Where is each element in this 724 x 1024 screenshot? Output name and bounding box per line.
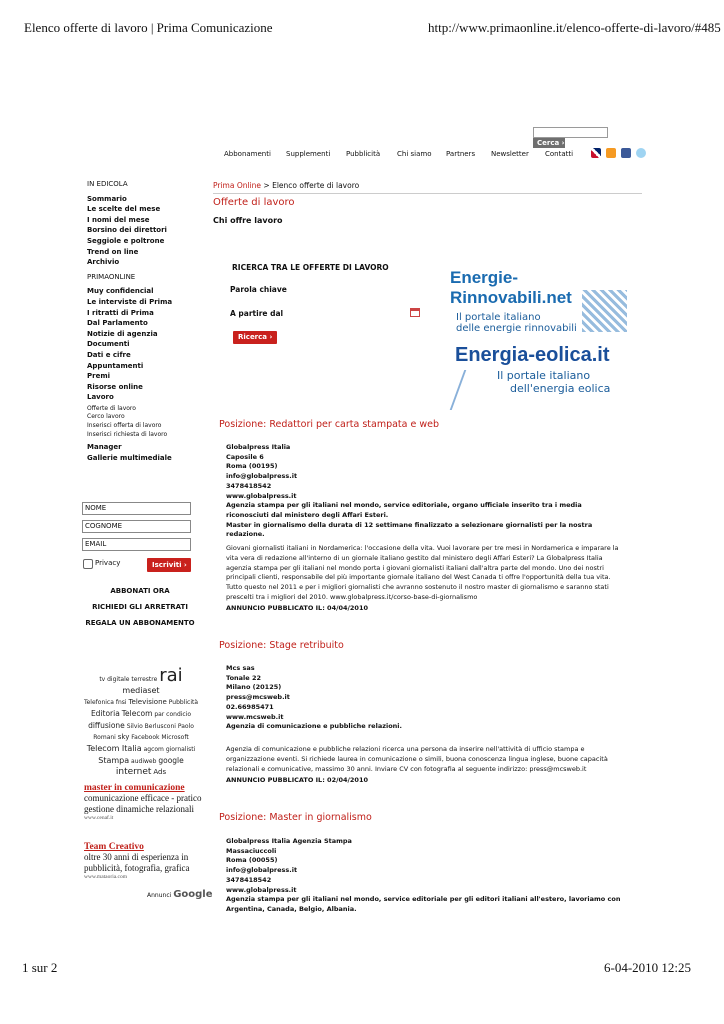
tag[interactable]: tv digitale terrestre: [99, 676, 158, 683]
google-ads-label[interactable]: [147, 889, 213, 900]
search-button[interactable]: Cerca ›: [533, 138, 565, 148]
tag[interactable]: Pubblicità: [168, 699, 199, 706]
sidebar-item-premi[interactable]: Premi: [87, 372, 111, 381]
tag[interactable]: Microsoft: [161, 734, 189, 741]
tag[interactable]: Ads: [153, 768, 167, 776]
job-details: [226, 443, 626, 540]
calendar-icon[interactable]: [410, 308, 420, 317]
twitter-icon[interactable]: [636, 148, 646, 158]
website[interactable]: www.globalpress.it: [226, 885, 297, 894]
ad-block-1: [84, 783, 202, 821]
nav-supplementi[interactable]: Supplementi: [286, 150, 331, 158]
company: Globalpress Italia Agenzia Stampa: [226, 837, 352, 845]
job-title: Posizione: Stage retribuito: [219, 640, 344, 651]
search-form-title: RICERCA TRA LE OFFERTE DI LAVORO: [232, 263, 389, 272]
ad-title[interactable]: master in comunicazione: [84, 783, 185, 793]
page-number: 1 sur 2: [22, 960, 58, 975]
tag[interactable]: diffusione: [88, 721, 125, 730]
sidebar-nav: [87, 179, 202, 463]
banner-line: Il portale italiano: [456, 312, 541, 323]
regala-link[interactable]: REGALA UN ABBONAMENTO: [85, 619, 195, 627]
phone: 3478418542: [226, 481, 272, 490]
ad-url[interactable]: www.cenaf.it: [84, 815, 114, 821]
privacy-label: Privacy: [95, 559, 121, 567]
wind-turbine-icon: [450, 370, 495, 410]
sidebar-item-risorse[interactable]: Risorse online: [87, 382, 143, 391]
tag[interactable]: rai: [159, 665, 183, 686]
tag[interactable]: mediaset: [122, 686, 160, 695]
subheading: Chi offre lavoro: [213, 216, 283, 225]
search-input[interactable]: [533, 127, 608, 138]
company: Globalpress Italia: [226, 443, 291, 451]
banner-line: delle energie rinnovabili: [456, 323, 577, 334]
nav-chi-siamo[interactable]: Chi siamo: [397, 150, 432, 158]
breadcrumb-current: > Elenco offerte di lavoro: [261, 181, 360, 190]
tag[interactable]: fnsi: [115, 699, 127, 706]
privacy-checkbox[interactable]: [83, 559, 93, 569]
email-field[interactable]: EMAIL: [82, 538, 191, 551]
tag[interactable]: par condicio: [154, 711, 192, 718]
section-in-edicola: IN EDICOLA: [87, 180, 128, 188]
sidebar-item-documenti[interactable]: Documenti: [87, 340, 130, 349]
solar-panel-icon: [582, 290, 627, 332]
job-details: [226, 837, 626, 915]
sidebar-item-ritratti[interactable]: I ritratti di Prima: [87, 308, 154, 317]
sidebar-item-scelte[interactable]: Le scelte del mese: [87, 205, 161, 214]
nav-newsletter[interactable]: Newsletter: [491, 150, 529, 158]
position-desc: Master in giornalismo della durata di 12 settimane finalizzato a selezionare giornalisti per la nostra redazione.: [226, 520, 593, 539]
sidebar-item-archivio[interactable]: Archivio: [87, 258, 120, 267]
sidebar-sub-ins-offerta[interactable]: Inserisci offerta di lavoro: [87, 422, 162, 430]
sidebar-item-nomi[interactable]: I nomi del mese: [87, 215, 150, 224]
tag[interactable]: Televisione: [128, 698, 167, 706]
website[interactable]: www.mcsweb.it: [226, 712, 284, 721]
company-desc: Agenzia stampa per gli italiani nel mondo, service editoriale, organo ufficiale inserito tra i media riconosciuti dal ministero degli Affari Esteri.: [226, 501, 582, 519]
tag[interactable]: agcom: [143, 746, 164, 753]
keyword-label: Parola chiave: [230, 285, 287, 294]
tag[interactable]: sky: [117, 733, 130, 741]
address: Caposile 6: [226, 452, 264, 461]
job-published: ANNUNCIO PUBBLICATO IL: 02/04/2010: [226, 776, 368, 784]
email[interactable]: info@globalpress.it: [226, 866, 298, 875]
tag[interactable]: Stampa: [98, 756, 130, 765]
sidebar-item-lavoro[interactable]: Lavoro: [87, 393, 114, 402]
tag[interactable]: Telefonica: [83, 699, 114, 706]
date-label: A partire dal: [230, 309, 284, 318]
divider: [213, 193, 642, 194]
ad-text: comunicazione efficace - pratico gestione dinamiche relazionali: [84, 793, 202, 814]
sidebar-sub-offerte[interactable]: Offerte di lavoro: [87, 404, 136, 412]
sidebar-sub-cerco[interactable]: Cerco lavoro: [87, 413, 125, 421]
ad-title[interactable]: Team Creativo: [84, 842, 144, 852]
company-desc: Agenzia stampa per gli italiani nel mondo, service editoriale per gli editori italiani all'estero, lavoriamo con Argentina, Canada, Belgio, Albania.: [226, 895, 621, 913]
email[interactable]: press@mcsweb.it: [226, 693, 290, 702]
tag-cloud: [82, 665, 200, 778]
sidebar-sub-ins-richiesta[interactable]: Inserisci richiesta di lavoro: [87, 430, 168, 438]
sidebar-item-muy[interactable]: Muy confidencial: [87, 287, 154, 296]
breadcrumb-home[interactable]: Prima Online: [213, 181, 262, 190]
city: Milano (20125): [226, 683, 282, 692]
tag[interactable]: Telecom Italia: [86, 744, 142, 753]
company-desc: Agenzia di comunicazione e pubbliche relazioni.: [226, 722, 403, 731]
phone: 02.66985471: [226, 702, 274, 711]
arretrati-link[interactable]: RICHIEDI GLI ARRETRATI: [92, 603, 188, 611]
sidebar-item-seggiole[interactable]: Seggiole e poltrone: [87, 236, 165, 245]
banner-title: Energia-eolica.it: [455, 344, 610, 366]
sidebar-item-gallerie[interactable]: Gallerie multimediale: [87, 453, 172, 462]
email[interactable]: info@globalpress.it: [226, 472, 298, 481]
page-heading: Offerte di lavoro: [213, 197, 295, 208]
breadcrumb: [213, 181, 359, 190]
google-ads-text: Annunci: [147, 892, 172, 899]
tag[interactable]: Silvio Berlusconi: [126, 723, 176, 730]
rss-icon[interactable]: [606, 148, 616, 158]
city: Roma (00055): [226, 856, 278, 865]
abbonati-link[interactable]: ABBONATI ORA: [110, 587, 170, 595]
address: Tonale 22: [226, 673, 261, 682]
banner-energia-eolica[interactable]: [455, 344, 635, 412]
sidebar-item-dati[interactable]: Dati e cifre: [87, 350, 131, 359]
uk-flag-icon[interactable]: [591, 148, 601, 158]
sidebar-item-trend[interactable]: Trend on line: [87, 247, 139, 256]
facebook-icon[interactable]: [621, 148, 631, 158]
job-details: [226, 664, 626, 732]
ricerca-button[interactable]: Ricerca ›: [233, 331, 277, 344]
banner-line: Il portale italiano: [497, 369, 591, 382]
tag[interactable]: Editoria: [90, 709, 120, 718]
page-url: http://www.primaonline.it/elenco-offerte-di-lavoro/#485: [428, 20, 721, 35]
sidebar-item-borsino[interactable]: Borsino dei direttori: [87, 226, 167, 235]
tag[interactable]: google: [158, 756, 184, 765]
tag[interactable]: giornalisti: [165, 746, 196, 753]
company: Mcs sas: [226, 664, 255, 672]
job-description: Giovani giornalisti italiani in Nordamerica: l'occasione della vita. Vuoi lavorare per tre mesi in Nordamerica e imparare la vita vera di redazione all'interno di un giornale italiano gestito dal ministero degli Affari Esteri? La Globalpress Italia agenzia stampa per gli italiani nel mondo porta i giovani giornalisti italiani dall'altra parte del mondo. Uno dei nostri principali clienti, responsabile del più importante giornale italiano del West Canada ti offre l'opportunità della tua vita. Tutto questo nel 2011 e per i migliori giornalisti che avranno sostenuto il nostro master di giornalismo e saranno stati prescelti tra i migliori del 2010. www.globalpress.it/corso-base-di-giornalismo: [226, 544, 619, 601]
social-icons: [591, 148, 646, 158]
banner-line: dell'energia eolica: [510, 382, 611, 395]
job-title: Posizione: Master in giornalismo: [219, 812, 372, 823]
iscriviti-button[interactable]: Iscriviti ›: [147, 558, 191, 572]
tag[interactable]: audiweb: [131, 758, 157, 765]
nav-contatti[interactable]: Contatti: [545, 150, 574, 158]
ad-block-2: [84, 842, 202, 880]
sidebar-item-parlamento[interactable]: Dal Parlamento: [87, 319, 148, 328]
tag[interactable]: Romani: [93, 734, 116, 741]
tag[interactable]: Telecom: [121, 709, 153, 718]
city: Roma (00195): [226, 462, 278, 471]
sidebar-item-sommario[interactable]: Sommario: [87, 194, 127, 203]
website[interactable]: www.globalpress.it: [226, 491, 297, 500]
job-description: Agenzia di comunicazione e pubbliche relazioni ricerca una persona da inserire nell'attività di ufficio stampa e organizzazione eventi. Si richiede laurea in comunicazione o simili, buona conoscenza lingua inglese, buone capacità relazionali e comunicative, massimo 30 anni. Inviare CV con fotografia al seguente indirizzo: press@mcsweb.it: [226, 745, 608, 773]
section-primaonline: PRIMAONLINE: [87, 272, 136, 281]
print-datetime: 6-04-2010 12:25: [604, 960, 692, 975]
ad-url[interactable]: www.mataoria.com: [84, 874, 128, 880]
google-logo: Google: [173, 889, 213, 900]
job-title: Posizione: Redattori per carta stampata e web: [219, 419, 440, 430]
page-title: Elenco offerte di lavoro | Prima Comunicazione: [24, 20, 273, 35]
phone: 3478418542: [226, 875, 272, 884]
nav-partners[interactable]: Partners: [446, 150, 476, 158]
nav-abbonamenti[interactable]: Abbonamenti: [224, 150, 271, 158]
sidebar-item-interviste[interactable]: Le interviste di Prima: [87, 297, 173, 306]
nav-pubblicita[interactable]: Pubblicità: [346, 150, 381, 158]
banner-energie-rinnovabili[interactable]: [450, 268, 630, 340]
tag[interactable]: internet: [115, 767, 152, 777]
cognome-field[interactable]: COGNOME: [82, 520, 191, 533]
job-published: ANNUNCIO PUBBLICATO IL: 04/04/2010: [226, 604, 368, 612]
sidebar-item-manager[interactable]: Manager: [87, 443, 122, 452]
address: Massaciuccoli: [226, 846, 277, 855]
banner-title: Energie-Rinnovabili.net: [450, 268, 572, 307]
tag[interactable]: Facebook: [131, 734, 160, 741]
tag[interactable]: Paolo: [177, 723, 194, 730]
sidebar-item-appuntamenti[interactable]: Appuntamenti: [87, 361, 144, 370]
nome-field[interactable]: NOME: [82, 502, 191, 515]
sidebar-item-notizie[interactable]: Notizie di agenzia: [87, 329, 158, 338]
ad-text: oltre 30 anni di esperienza in pubblicità, fotografia, grafica: [84, 852, 190, 873]
